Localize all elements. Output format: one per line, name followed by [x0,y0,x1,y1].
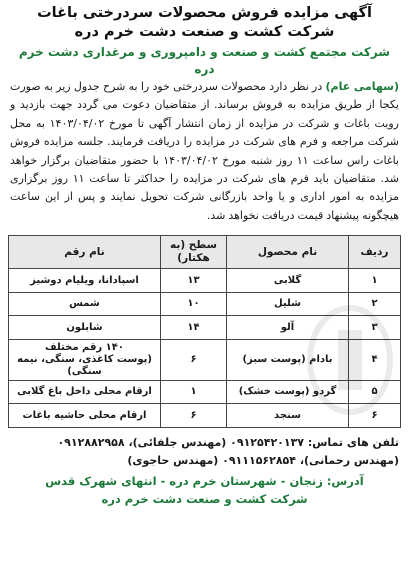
cell-area: ۶ [161,404,227,428]
cell-row: ۵ [349,380,401,404]
cell-row: ۱ [349,269,401,293]
cell-row: ۶ [349,404,401,428]
header-area: سطح (به هکتار) [161,236,227,269]
cell-product: گردو (پوست خشک) [227,380,349,404]
cell-variety: ارقام محلی حاشیه باغات [9,404,161,428]
company-address: آدرس: زنجان - شهرستان خرم دره - انتهای شهرک قدس [45,473,364,488]
cell-variety: اسپادانا، ویلیام دوشیز [9,269,161,293]
cell-area: ۱ [161,380,227,404]
cell-variety [9,339,161,380]
cell-area: ۱۰ [161,292,227,316]
header-variety: نام رقم [9,236,161,269]
cell-area: ۱۴ [161,316,227,340]
cell-area: ۶ [161,339,227,380]
table-row [9,380,401,404]
header-row-number: ردیف [349,236,401,269]
company-type: (سهامی عام) [325,80,399,93]
contact-line2: (مهندس رحمانی)، ۰۹۱۱۱۵۶۲۸۵۴ (مهندس حاجوی) [127,453,399,467]
cell-product: بادام (پوست سبز) [227,339,349,380]
company-full-name: شرکت مجتمع کشت و صنعت و دامپروری و مرغداری دشت خرم دره [18,45,391,76]
table-row [9,339,401,380]
table-header-row [9,236,401,269]
cell-row: ۴ [349,339,401,380]
notice-body-text: در نظر دارد محصولات سردرختی خود را به شرح جدول زیر به صورت یکجا از طریق مزایده به فروش برساند. از متقاضیان دعوت می گردد جهت بازدید و رویت باغات و شرکت در مزایده از زمان انتشار آگهی تا مورخ ۱۴۰۳/۰۴/۰۲ به محل شرکت مراجعه و فرم های شرکت در مزایده را دریافت فرمایند. جلسه مزایده فروش باغات راس ساعت ۱۱ روز شنبه مورخ ۱۴۰۳/۰۴/۰۲ با حضور متقاضیان برگزار خواهد شد. متقاضیان باید فرم های شرکت در مزایده را حداکثر تا ساعت ۱۱ روز برگزاری مزایده به امور اداری و یا واحد بازرگانی شرکت تحویل نمایند و پس از این ساعت هیچگونه پیشنهاد قیمت دریافت نخواهد شد. [10,80,399,222]
products-table [8,235,401,428]
company-title: شرکت کشت و صنعت دشت خرم دره [74,24,335,40]
cell-product: سنجد [227,404,349,428]
table-row [9,316,401,340]
cell-row: ۲ [349,292,401,316]
table-row [9,269,401,293]
cell-product: آلو [227,316,349,340]
cell-product: شلیل [227,292,349,316]
cell-variety: شابلون [9,316,161,340]
footer-company-name: شرکت کشت و صنعت دشت خرم دره [101,491,308,506]
cell-area: ۱۳ [161,269,227,293]
table-row [9,404,401,428]
variety-line1: ۱۴۰ رقم مختلف [45,341,124,353]
cell-variety: ارقام محلی داخل باغ گلابی [9,380,161,404]
notice-title: آگهی مزایده فروش محصولات سردرختی باغات [37,5,372,21]
contact-line1: تلفن های تماس: ۰۹۱۲۵۴۲۰۱۳۷ (مهندس جلفائی)، ۰۹۱۲۸۸۲۹۵۸ [57,435,399,449]
contact-phones [8,434,401,470]
cell-row: ۳ [349,316,401,340]
header-product: نام محصول [227,236,349,269]
table-row [9,292,401,316]
cell-variety: شمس [9,292,161,316]
notice-body [8,78,401,225]
cell-product: گلابی [227,269,349,293]
variety-line2: (پوست کاغذی، سنگی، نیمه سنگی) [17,353,152,377]
